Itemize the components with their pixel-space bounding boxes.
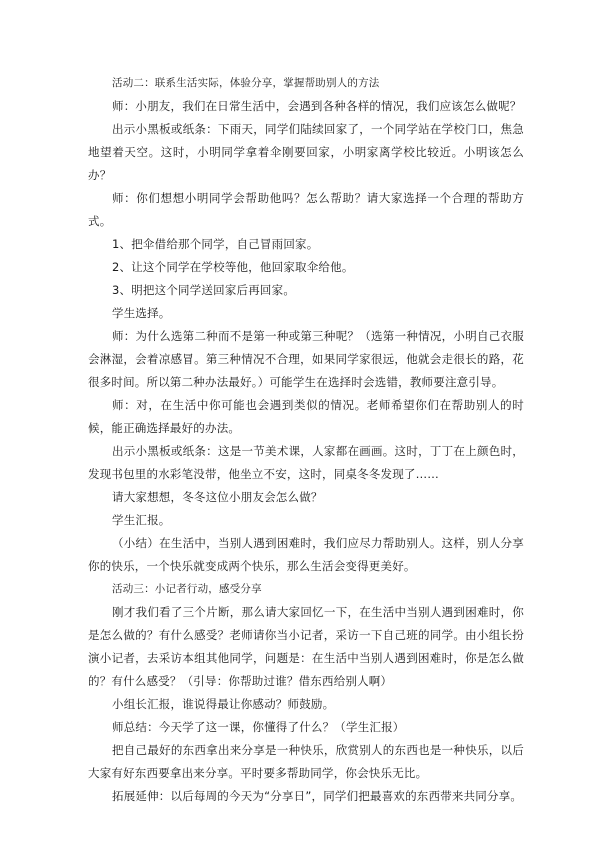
option-one: 1、把伞借给那个同学，自己冒雨回家。 <box>112 237 319 251</box>
extension-activity: 拓展延伸：以后每周的今天为“分享日”，同学们把最喜欢的东西带来共同分享。 <box>112 789 523 803</box>
activity-three-heading: 活动三：小记者行动，感受分享 <box>112 583 262 595</box>
scenario-rain: 出示小黑板或纸条：下雨天，同学们陆续回家了，一个同学站在学校门口，焦急地望着天空。这时，小明同学拿着伞刚要回家，小明家离学校比较近。小明该怎么办？ <box>88 122 524 182</box>
teacher-remark: 师：对，在生活中你可能也会遇到类似的情况。老师希望你们在帮助别人的时候，能正确选择最好的办法。 <box>88 398 524 435</box>
reporter-activity: 刚才我们看了三个片断，那么请大家回忆一下，在生活中当别人遇到困难时，你是怎么做的？有什么感受？老师请你当小记者，采访一下自己班的同学。由小组长扮演小记者，去采访本组其他同学，问题是：在生活中当别人遇到困难时，你是怎么做的？有什么感受？（引导：你帮助过谁？借东西给别人啊） <box>88 605 524 688</box>
option-three: 3、明把这个同学送回家后再回家。 <box>112 283 296 297</box>
group-leader-report: 小组长汇报，谁说得最让你感动？师鼓励。 <box>112 697 335 711</box>
option-two: 2、让这个同学在学校等他，他回家取伞给他。 <box>112 260 354 274</box>
teacher-question: 师：小朋友，我们在日常生活中，会遇到各种各样的情况，我们应该怎么做呢？ <box>112 99 522 113</box>
class-question: 请大家想想，冬冬这位小朋友会怎么做？ <box>112 490 323 504</box>
teacher-conclusion: 师总结：今天学了这一课，你懂得了什么？（学生汇报） <box>112 720 405 734</box>
summary: （小结）在生活中，当别人遇到困难时，我们应尽力帮助别人。这样，别人分享你的快乐，一个快乐就变成两个快乐，那么生活会变得更美好。 <box>88 536 524 573</box>
activity-two-heading: 活动二：联系生活实际，体验分享，掌握帮助别人的方法 <box>112 77 380 89</box>
sharing-message: 把自己最好的东西拿出来分享是一种快乐，欣赏别人的东西也是一种快乐，以后大家有好东西要拿出来分享。平时要多帮助同学，你会快乐无比。 <box>88 743 524 780</box>
student-report: 学生汇报。 <box>112 513 171 527</box>
document-body <box>88 72 524 808</box>
student-choice: 学生选择。 <box>112 306 171 320</box>
scenario-art-class: 出示小黑板或纸条：这是一节美术课，人家都在画画。这时，丁丁在上颜色时，发现书包里的水彩笔没带，他坐立不安，这时，同桌冬冬发现了…… <box>88 444 524 481</box>
teacher-prompt: 师：你们想想小明同学会帮助他吗？怎么帮助？请大家选择一个合理的帮助方式。 <box>88 191 524 228</box>
teacher-explanation: 师：为什么选第二种而不是第一种或第三种呢？（选第一种情况，小明自己衣服会淋湿，会着凉感冒。第三种情况不合理，如果同学家很远，他就会走很长的路，花很多时间。所以第二种办法最好。）可能学生在选择时会选错，教师要注意引导。 <box>88 329 524 389</box>
